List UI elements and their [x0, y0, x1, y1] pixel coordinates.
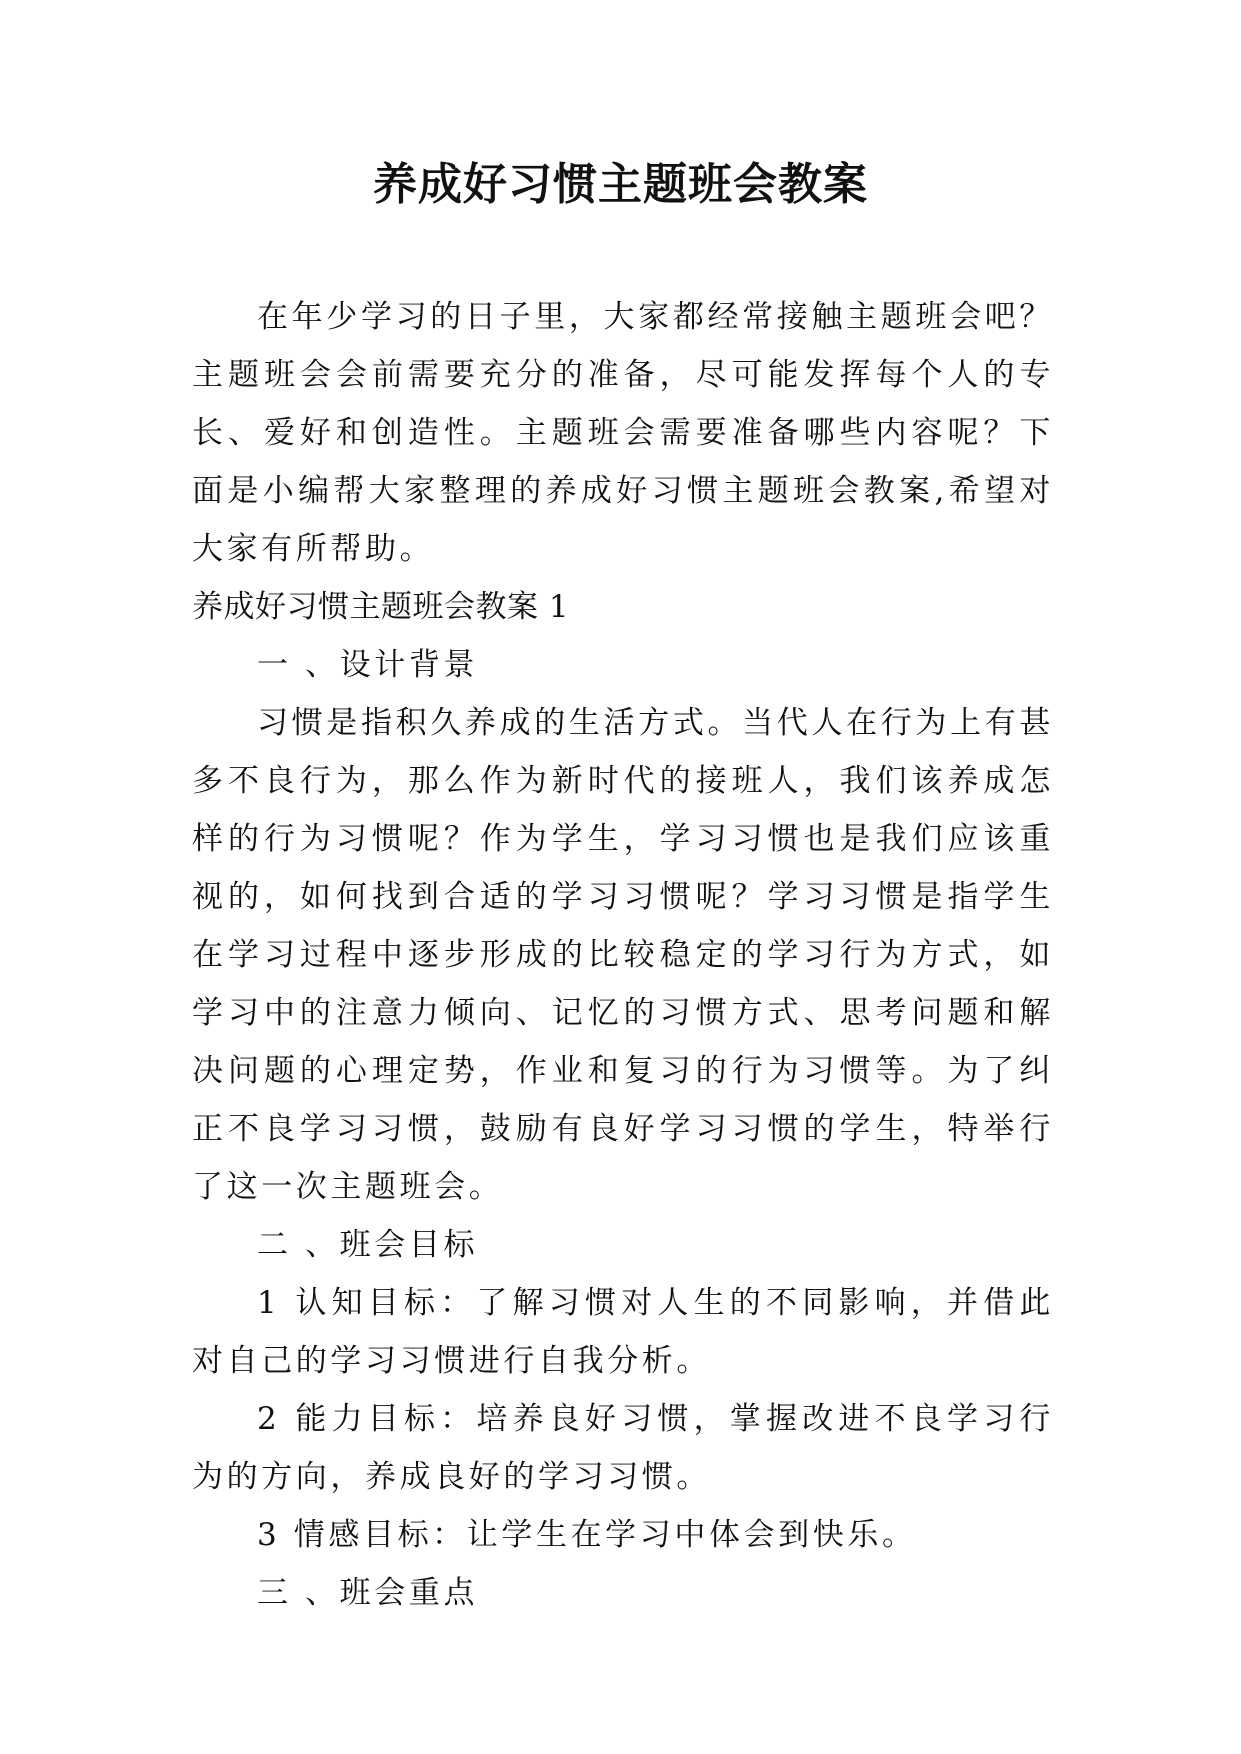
- goal-ability: 2 能力目标：培养良好习惯，掌握改进不良学习行为的方向，养成良好的学习习惯。: [192, 1401, 1054, 1495]
- heading-class-focus: 三 、班会重点: [257, 1575, 479, 1611]
- goal-emotional: 3 情感目标：让学生在学习中体会到快乐。: [257, 1517, 917, 1553]
- section-title: 养成好习惯主题班会教案 1: [192, 589, 570, 625]
- goal-cognitive: 1 认知目标：了解习惯对人生的不同影响，并借此对自己的学习习惯进行自我分析。: [192, 1285, 1054, 1379]
- document-title: 养成好习惯主题班会教案: [373, 159, 868, 210]
- heading-class-goals: 二 、班会目标: [257, 1227, 479, 1263]
- document-body: [192, 578, 1054, 1622]
- intro-paragraph: 在年少学习的日子里，大家都经常接触主题班会吧？主题班会会前需要充分的准备，尽可能发挥每个人的专长、爱好和创造性。主题班会需要准备哪些内容呢？下面是小编帮大家整理的养成好习惯主题班会教案,希望对大家有所帮助。: [192, 299, 1054, 567]
- paragraph-design-background: 习惯是指积久养成的生活方式。当代人在行为上有甚多不良行为，那么作为新时代的接班人，我们该养成怎样的行为习惯呢？作为学生，学习习惯也是我们应该重视的，如何找到合适的学习习惯呢？学习习惯是指学生在学习过程中逐步形成的比较稳定的学习行为方式，如学习中的注意力倾向、记忆的习惯方式、思考问题和解决问题的心理定势，作业和复习的行为习惯等。为了纠正不良学习习惯，鼓励有良好学习习惯的学生，特举行了这一次主题班会。: [192, 705, 1054, 1205]
- heading-design-background: 一 、设计背景: [257, 647, 479, 683]
